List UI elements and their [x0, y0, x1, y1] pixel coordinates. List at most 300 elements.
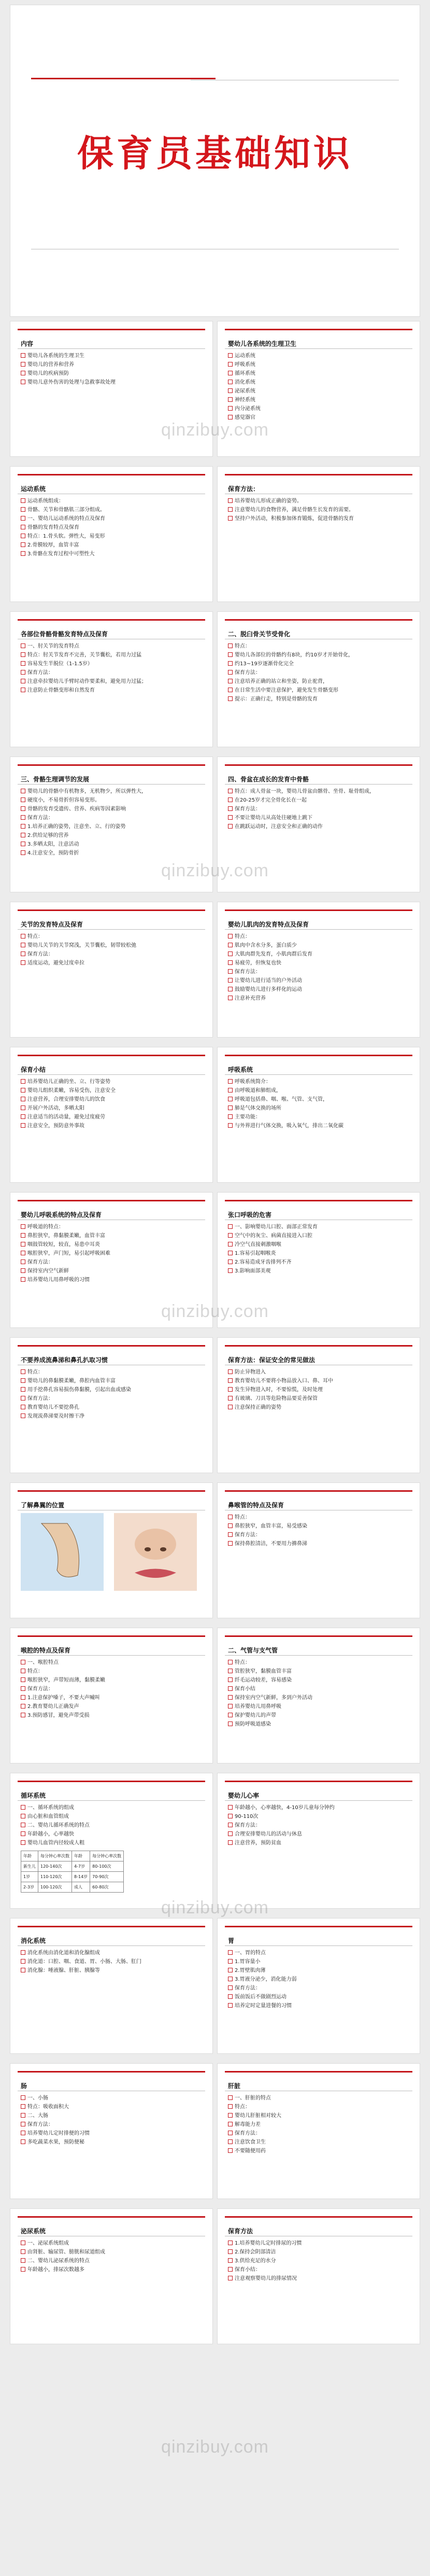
content-slide — [10, 1773, 212, 1908]
bullet-icon — [21, 2122, 25, 2126]
slide-item — [21, 1949, 204, 1957]
slide-item — [21, 1839, 204, 1847]
slide-item-text: 年龄越小，心率越快，4-10岁儿童每分钟约 — [235, 1805, 335, 1811]
bullet-icon — [228, 1515, 233, 1519]
slide-item-text: 一、影响婴幼儿口腔、面部正常发育 — [235, 1224, 318, 1230]
bullet-icon — [228, 688, 233, 692]
slide-red-line — [225, 1345, 412, 1347]
content-slide — [218, 1628, 420, 1763]
bullet-icon — [228, 2249, 233, 2254]
slide-item-text: 多吃蔬菜水果，预防便秘 — [27, 2139, 84, 2145]
slide-item — [21, 1267, 204, 1276]
slide-item — [21, 2257, 204, 2265]
slide-item-text: 纤毛运动较差，容易感染 — [235, 1677, 292, 1683]
bullet-icon — [21, 2249, 25, 2254]
slide-body — [21, 932, 204, 968]
slide-body — [21, 1803, 204, 1893]
slide-body — [228, 932, 411, 1003]
table-cell: 70-90次 — [90, 1872, 124, 1882]
slide-item-text: 教育婴幼儿不要挖鼻孔 — [27, 1405, 79, 1410]
table-cell: 4-7岁 — [72, 1861, 90, 1872]
slide-body — [21, 2094, 204, 2147]
slide-body — [21, 1513, 204, 1594]
slide-body — [228, 787, 411, 831]
slide-item-text: 2.保持会阴部清洁 — [235, 2249, 276, 2255]
slide-item — [228, 506, 411, 514]
content-slide — [218, 1483, 420, 1618]
slide-item — [21, 1077, 204, 1086]
content-slide — [10, 2064, 212, 2199]
bullet-icon — [228, 1994, 233, 1999]
bullet-icon — [228, 969, 233, 974]
bullet-icon — [21, 1968, 25, 1972]
slide-item-text: 用手挖鼻孔容易损伤鼻黏膜，引起出血或感染 — [27, 1387, 131, 1393]
slide-item — [228, 959, 411, 968]
slide-item — [228, 1830, 411, 1839]
slide-item — [228, 941, 411, 950]
slide-item-text: 大肌肉群先发育，小肌肉群后发育 — [235, 951, 312, 957]
slide-item-text: 保育方法： — [235, 1532, 261, 1538]
slide-item — [228, 1368, 411, 1377]
slide-item — [21, 1830, 204, 1839]
slide-item — [228, 1821, 411, 1830]
slide-item — [21, 2120, 204, 2129]
slide-item — [228, 985, 411, 994]
slide-item — [21, 2138, 204, 2147]
slide-item-text: 在20-25岁才完全骨化长在一起 — [235, 797, 307, 803]
slide-item — [21, 550, 204, 558]
content-slide — [218, 1047, 420, 1182]
slide-item — [228, 2138, 411, 2147]
slide-item — [228, 787, 411, 796]
slide-title: 保育方法 — [228, 2228, 253, 2235]
slide-item-text: 注意防止骨骼变形和自然发育 — [27, 688, 95, 693]
slide-title: 三、骨骼生理调节的发展 — [21, 776, 90, 783]
slide-divider — [18, 929, 205, 930]
slide-item — [228, 1258, 411, 1267]
content-slide — [10, 1919, 212, 2053]
bullet-icon — [228, 1968, 233, 1972]
slide-item — [21, 2239, 204, 2248]
bullet-icon — [228, 1079, 233, 1084]
bullet-icon — [228, 1831, 233, 1836]
bullet-icon — [21, 661, 25, 666]
slide-red-line — [18, 329, 205, 330]
slide-item-text: 约13~19岁逐渐骨化完全 — [235, 661, 294, 667]
slide-item — [228, 1975, 411, 1984]
slide-item-text: 感觉器官 — [235, 415, 255, 421]
bullet-icon — [21, 362, 25, 367]
slide-item — [228, 378, 411, 387]
slide-item — [228, 651, 411, 660]
slide-item-text: 2.骨膜较厚，血管丰富 — [27, 542, 79, 548]
content-slide — [218, 612, 420, 747]
slide-item — [21, 950, 204, 959]
bullet-icon — [228, 2139, 233, 2144]
slide-body — [228, 1223, 411, 1276]
table-header: 每分钟心率次数 — [90, 1851, 124, 1861]
bullet-icon — [21, 2267, 25, 2272]
bullet-icon — [228, 1242, 233, 1247]
bullet-icon — [228, 824, 233, 829]
slide-item-text: 保育方法： — [27, 1686, 53, 1692]
slide-title: 婴幼儿各系统的生理卫生 — [228, 340, 297, 347]
bullet-icon — [228, 1523, 233, 1528]
table-cell: 100-120次 — [38, 1882, 72, 1893]
bullet-icon — [228, 797, 233, 802]
bullet-icon — [228, 1387, 233, 1392]
slide-item — [228, 1249, 411, 1258]
slide-item — [228, 2239, 411, 2248]
slide-title: 泌尿系统 — [21, 2228, 46, 2235]
slide-item — [228, 695, 411, 704]
slide-divider — [18, 1945, 205, 1946]
bullet-icon — [228, 815, 233, 820]
bullet-icon — [21, 1251, 25, 1255]
slide-item-text: 婴幼儿组织柔嫩，容易受伤，注意安全 — [27, 1088, 116, 1094]
bullet-icon — [21, 1259, 25, 1264]
slide-item-text: 循环系统 — [235, 371, 255, 376]
bullet-icon — [228, 1721, 233, 1726]
slide-item-text: 容易发生半脱位（1-1.5岁） — [27, 661, 93, 667]
slide-item — [228, 968, 411, 976]
slide-item — [21, 1667, 204, 1676]
slide-item — [21, 369, 204, 378]
slide-item — [21, 1403, 204, 1412]
slide-item-text: 解毒能力差 — [235, 2122, 261, 2127]
slide-item — [21, 840, 204, 849]
slide-item-text: 保育方法： — [235, 670, 261, 676]
slide-item — [21, 651, 204, 660]
slide-item — [21, 1658, 204, 1667]
slide-item — [21, 805, 204, 814]
bullet-icon — [228, 1105, 233, 1110]
content-slide — [218, 1773, 420, 1908]
table-cell: 110-120次 — [38, 1872, 72, 1882]
slide-item — [228, 1658, 411, 1667]
slide-item-text: 呼吸道的特点： — [27, 1224, 64, 1230]
bullet-icon — [21, 507, 25, 512]
slide-item-text: 90-110次 — [235, 1814, 259, 1819]
slide-divider — [18, 784, 205, 785]
bullet-icon — [21, 1704, 25, 1709]
bullet-icon — [21, 353, 25, 358]
slide-item-text: 开展户外活动，多晒太阳 — [27, 1105, 84, 1111]
slide-red-line — [225, 1490, 412, 1492]
slide-item — [21, 2129, 204, 2138]
slide-item-text: 合理安排婴幼儿的活动与休息 — [235, 1831, 302, 1837]
slide-body — [228, 497, 411, 523]
slide-item — [228, 1839, 411, 1847]
slide-title: 婴幼儿肌肉的发育特点及保育 — [228, 921, 309, 928]
slide-item — [228, 1122, 411, 1130]
bullet-icon — [228, 960, 233, 965]
slide-title: 循环系统 — [21, 1792, 46, 1799]
bullet-icon — [21, 1413, 25, 1418]
slide-item-text: 管腔狭窄，黏膜血管丰富 — [235, 1669, 292, 1674]
slide-item-text: 特点： — [235, 2104, 250, 2110]
slide-body — [228, 2239, 411, 2283]
slide-item — [228, 396, 411, 404]
content-slide — [10, 1483, 212, 1618]
slide-item-text: 在日常生活中要注意保护，避免发生骨骼变形 — [235, 688, 338, 693]
slide-title: 了解鼻翼的位置 — [21, 1502, 65, 1509]
bullet-icon — [228, 1259, 233, 1264]
bullet-icon — [21, 2131, 25, 2135]
slide-item-text: 主要功能： — [235, 1114, 261, 1120]
slide-item-text: 骨骼、关节和骨骼肌三部分组成。 — [27, 507, 105, 513]
slide-item — [21, 514, 204, 523]
slide-item — [228, 668, 411, 677]
slide-title: 二、气管与支气管 — [228, 1647, 278, 1654]
slide-item-text: 婴幼儿各系统的生理卫生 — [27, 353, 84, 359]
slide-item-text: 发生异物进入时，不要惊慌，及时处理 — [235, 1387, 323, 1393]
table-cell: 1岁 — [21, 1872, 38, 1882]
slide-item — [21, 352, 204, 360]
slide-title: 张口呼吸的危害 — [228, 1211, 272, 1219]
slide-item-text: 婴幼儿的疾病预防 — [27, 371, 69, 376]
bullet-icon — [21, 1123, 25, 1128]
slide-red-line — [225, 619, 412, 621]
bullet-icon — [21, 498, 25, 503]
content-slide — [10, 612, 212, 747]
slide-red-line — [225, 1200, 412, 1201]
slide-item-text: 运动系统 — [235, 353, 255, 359]
slide-item-text: 特点：成人骨盆一块，婴幼儿骨盆由髂骨、坐骨、耻骨组成， — [235, 789, 375, 794]
slide-red-line — [225, 1926, 412, 1927]
bullet-icon — [228, 1405, 233, 1409]
slide-body — [21, 1949, 204, 1975]
slide-divider — [18, 1800, 205, 1801]
slide-item — [228, 387, 411, 396]
slide-item-text: 一、肘关节的发育特点 — [27, 643, 79, 649]
bullet-icon — [228, 388, 233, 393]
slide-item-text: 保育小结： — [235, 2267, 261, 2273]
slide-item — [21, 1113, 204, 1122]
bullet-icon — [21, 2241, 25, 2245]
slide-item — [228, 404, 411, 413]
slide-item — [21, 686, 204, 695]
slide-item — [228, 1095, 411, 1104]
slide-item-text: 保育方法： — [27, 670, 53, 676]
slide-red-line — [18, 1055, 205, 1056]
slide-item — [228, 1104, 411, 1113]
slide-red-line — [18, 474, 205, 475]
slide-item — [21, 378, 204, 387]
slide-title: 四、骨盆在成长的发育中骨骼 — [228, 776, 309, 783]
slide-item — [21, 1377, 204, 1385]
slide-item — [21, 1122, 204, 1130]
slide-item — [228, 1676, 411, 1685]
bullet-icon — [228, 1985, 233, 1990]
slide-item — [21, 1385, 204, 1394]
slide-item — [228, 2111, 411, 2120]
slide-item-text: 二、婴幼儿泌尿系统的特点 — [27, 2258, 90, 2264]
slide-body — [21, 1077, 204, 1130]
bullet-icon — [21, 1677, 25, 1682]
slide-item — [21, 360, 204, 369]
bullet-icon — [21, 1823, 25, 1827]
slide-item-text: 呼吸道包括鼻、咽、喉、气管、支气管， — [235, 1097, 328, 1102]
bullet-icon — [228, 380, 233, 384]
slide-divider — [18, 1655, 205, 1656]
bullet-icon — [228, 1396, 233, 1401]
slide-red-line — [225, 329, 412, 330]
slide-item-text: 培养婴幼儿定时排便的习惯 — [27, 2131, 90, 2136]
slide-title: 呼吸系统 — [228, 1066, 253, 1073]
slide-item-text: 注意补充营养 — [235, 996, 266, 1001]
bullet-icon — [228, 1677, 233, 1682]
slide-item-text: 2.容易造成牙齿排列不齐 — [235, 1259, 292, 1265]
table-header: 每分钟心率次数 — [38, 1851, 72, 1861]
slide-red-line — [225, 1635, 412, 1637]
bullet-icon — [228, 371, 233, 375]
bullet-icon — [228, 1660, 233, 1664]
bullet-icon — [21, 516, 25, 521]
slide-item — [228, 660, 411, 668]
slide-item-text: 保育小结 — [235, 1686, 255, 1692]
slide-item-text: 呼吸系统简介： — [235, 1079, 271, 1085]
bullet-icon — [228, 1977, 233, 1981]
bullet-icon — [21, 542, 25, 547]
slide-item — [228, 976, 411, 985]
slide-title: 消化系统 — [21, 1937, 46, 1944]
content-slide — [10, 1628, 212, 1763]
slide-body — [21, 2239, 204, 2274]
slide-red-line — [18, 1781, 205, 1782]
bullet-icon — [21, 1224, 25, 1229]
slide-item — [228, 369, 411, 378]
bullet-icon — [21, 806, 25, 811]
bullet-icon — [21, 380, 25, 384]
slide-red-line — [18, 1490, 205, 1492]
slide-item-text: 由呼吸道和肺组成， — [235, 1088, 281, 1094]
bullet-icon — [228, 1959, 233, 1964]
bullet-icon — [21, 1405, 25, 1409]
slide-body — [228, 2094, 411, 2155]
slide-item-text: 3.骨骼在发育过程中可塑性大 — [27, 551, 95, 557]
slide-item — [228, 1231, 411, 1240]
slide-item — [228, 2248, 411, 2257]
slide-item — [21, 1276, 204, 1284]
slide-item-text: 喉腔狭窄，声带短而薄，黏膜柔嫩 — [27, 1677, 105, 1683]
slide-item-text: 适度运动，避免过度牵拉 — [27, 960, 84, 966]
slide-item — [228, 1720, 411, 1729]
slide-item — [21, 1394, 204, 1403]
bullet-icon — [21, 652, 25, 657]
bullet-icon — [228, 2267, 233, 2272]
content-slide — [218, 467, 420, 601]
bullet-icon — [21, 1686, 25, 1691]
slide-item — [21, 814, 204, 822]
slide-item-text: 咽鼓管较短，较直，易患中耳炎 — [27, 1242, 100, 1248]
cover-title: 保育员基础知识 — [77, 132, 353, 175]
bullet-icon — [228, 516, 233, 521]
slide-item — [228, 1711, 411, 1720]
slide-item — [21, 1258, 204, 1267]
slide-item-text: 二、婴幼儿循环系统的特点 — [27, 1823, 90, 1828]
content-slide — [10, 1047, 212, 1182]
slide-red-line — [225, 764, 412, 766]
cover-red-line — [31, 78, 216, 79]
bullet-icon — [21, 1369, 25, 1374]
slide-item-text: 注意观察婴幼儿的排尿情况 — [235, 2276, 297, 2281]
slide-item — [228, 677, 411, 686]
table-cell: 120-140次 — [38, 1861, 72, 1872]
slide-item — [21, 1412, 204, 1421]
bullet-icon — [21, 2095, 25, 2100]
slide-item — [228, 1993, 411, 2001]
slide-item — [228, 2265, 411, 2274]
slide-item-text: 注意适当的活动量，避免过度疲劳 — [27, 1114, 105, 1120]
slide-item — [21, 1685, 204, 1693]
slide-item-text: 2.胃壁肌肉薄 — [235, 1968, 266, 1973]
slide-item-text: 2.供给足够的营养 — [27, 833, 69, 838]
slide-red-line — [225, 474, 412, 475]
slide-item — [21, 796, 204, 805]
slide-item — [21, 831, 204, 840]
slide-red-line — [18, 619, 205, 621]
slide-item — [228, 2094, 411, 2103]
bullet-icon — [228, 2003, 233, 2008]
slide-item-text: 冷空气直接刺激咽喉 — [235, 1242, 281, 1248]
slide-item-text: 特点：1.骨头软。弹性大，易变形 — [27, 534, 105, 539]
watermark: qinzibuy.com — [161, 1898, 269, 1917]
slide-red-line — [18, 1345, 205, 1347]
slide-item — [228, 950, 411, 959]
slide-item-text: 泌尿系统 — [235, 388, 255, 394]
slide-item-text: 婴幼儿肝脏相对较大 — [235, 2113, 281, 2119]
table-cell: 新生儿 — [21, 1861, 38, 1872]
slide-item-text: 保持鼻腔清洁，不要用力擤鼻涕 — [235, 1541, 307, 1547]
slide-body — [21, 1658, 204, 1720]
slide-item-text: 一、小肠 — [27, 2095, 48, 2101]
slide-item-text: 年龄越小，排尿次数越多 — [27, 2267, 84, 2273]
bullet-icon — [21, 1088, 25, 1093]
slide-item-text: 保持室内空气新鲜 — [27, 1268, 69, 1274]
slide-item-text: 肺是气体交换的场所 — [235, 1105, 281, 1111]
slide-item — [21, 2265, 204, 2274]
slide-item-text: 一、喉腔特点 — [27, 1660, 59, 1665]
slide-item-text: 提示：正确行走，特别是骨骼的发育 — [235, 696, 318, 702]
slide-body — [228, 1368, 411, 1412]
slide-item-text: 消化道：口腔、咽、食道、胃、小肠、大肠、肛门 — [27, 1959, 141, 1965]
slide-item-text: 注意安全，预防意外事故 — [27, 1123, 84, 1129]
slide-item — [228, 814, 411, 822]
slide-title: 肝脏 — [228, 2082, 241, 2090]
slide-item-text: 二、大肠 — [27, 2113, 48, 2119]
bullet-icon — [228, 1123, 233, 1128]
bullet-icon — [21, 1713, 25, 1717]
slide-item — [228, 1984, 411, 1993]
slide-item-text: 婴幼儿的骨骼中有机物多，无机物少，所以弹性大， — [27, 789, 147, 794]
slide-item — [21, 1249, 204, 1258]
slide-item — [228, 1957, 411, 1966]
slide-item — [228, 514, 411, 523]
bullet-icon — [228, 2276, 233, 2280]
slide-item-text: 特点： — [235, 934, 250, 940]
slide-item — [21, 523, 204, 532]
slide-item — [228, 2257, 411, 2265]
slide-item — [228, 994, 411, 1003]
slide-red-line — [18, 909, 205, 911]
watermark: qinzibuy.com — [161, 861, 269, 880]
slide-item-text: 由肾脏、输尿管、膀胱和尿道组成 — [27, 2249, 105, 2255]
bullet-icon — [228, 353, 233, 358]
bullet-icon — [21, 1814, 25, 1818]
bullet-icon — [228, 507, 233, 512]
slide-red-line — [225, 2216, 412, 2218]
